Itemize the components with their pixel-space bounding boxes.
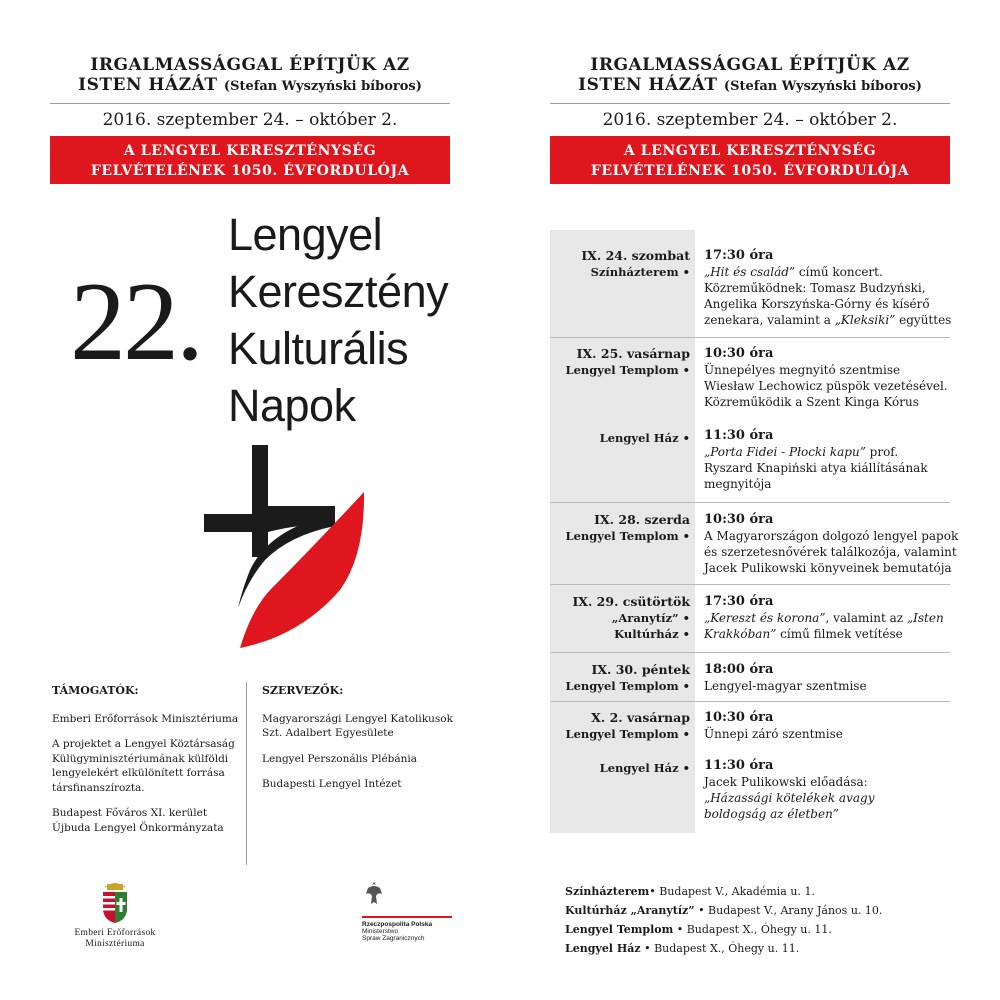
title-block bbox=[228, 206, 448, 434]
event-5-when bbox=[572, 594, 690, 642]
event-1-day: IX. 24. szombat bbox=[581, 248, 690, 263]
right-header-rule bbox=[550, 103, 950, 104]
event-1-desc-4-b: együttes bbox=[895, 313, 952, 327]
event-1-details bbox=[704, 248, 951, 328]
event-5-time: 17:30 óra bbox=[704, 594, 774, 609]
event-7-time: 10:30 óra bbox=[704, 710, 774, 725]
pl-logo-line3: Spraw Zagranicznych bbox=[362, 935, 425, 942]
event-6-when bbox=[565, 662, 690, 694]
polish-eagle-icon bbox=[362, 880, 386, 908]
right-banner-line1: A LENGYEL KERESZTÉNYSÉG bbox=[623, 143, 877, 159]
hungarian-coat-of-arms-icon bbox=[45, 876, 185, 924]
emmi-logo bbox=[45, 876, 185, 950]
event-1-title: „Hit és család” bbox=[704, 265, 796, 279]
event-1-desc-3: Angelika Korszyńska-Górny és kísérő bbox=[704, 297, 930, 311]
event-3-time: 11:30 óra bbox=[704, 428, 774, 443]
event-5-title-1: „Kereszt és korona” bbox=[704, 611, 826, 625]
venue-address-1 bbox=[565, 882, 882, 901]
venue-1-name: Színházterem bbox=[565, 885, 650, 898]
event-1-desc-1-rest: című koncert. bbox=[795, 265, 883, 279]
pl-ministry-logo bbox=[362, 880, 454, 942]
event-4-when bbox=[565, 512, 690, 544]
event-8-time: 11:30 óra bbox=[704, 758, 774, 773]
event-3-desc-3: megnyitója bbox=[704, 477, 772, 491]
cross-logo-icon bbox=[160, 440, 385, 655]
left-header-rule bbox=[50, 103, 450, 104]
credits-divider bbox=[246, 682, 247, 865]
header-line2 bbox=[0, 75, 500, 95]
event-6-day: IX. 30. péntek bbox=[591, 662, 690, 677]
event-7-desc-1: Ünnepi záró szentmise bbox=[704, 727, 843, 741]
supporter-item-3-l1: Budapest Főváros XI. kerület bbox=[52, 807, 208, 819]
event-1-desc-4-italic: „Kleksiki” bbox=[834, 313, 896, 327]
event-7-place: Lengyel Templom • bbox=[565, 727, 690, 741]
event-7-when bbox=[565, 710, 690, 742]
row-separator-3 bbox=[550, 584, 950, 585]
event-6-details bbox=[704, 662, 867, 694]
right-banner bbox=[550, 136, 950, 184]
event-4-desc-1: A Magyarországon dolgozó lengyel papok bbox=[704, 529, 959, 543]
event-5-title-2b: Krakkóban” bbox=[704, 627, 777, 641]
venue-address-2 bbox=[565, 901, 882, 920]
event-8-desc-1: Jacek Pulikowski előadása: bbox=[704, 775, 868, 789]
event-5-desc-1-mid: , valamint az bbox=[825, 611, 907, 625]
event-4-time: 10:30 óra bbox=[704, 512, 774, 527]
event-8-when bbox=[600, 760, 690, 776]
venue-1-address: • Budapest V., Akadémia u. 1. bbox=[649, 885, 815, 898]
event-1-desc-2: Közreműködnek: Tomasz Budzyński, bbox=[704, 281, 926, 295]
pl-logo-rule bbox=[362, 916, 452, 918]
left-dates: 2016. szeptember 24. – október 2. bbox=[102, 110, 398, 130]
venue-4-name: Lengyel Ház bbox=[565, 942, 641, 955]
event-1-desc-4 bbox=[704, 312, 951, 328]
supporter-item-2-l2: Külügyminisztériumának külföldi bbox=[52, 752, 229, 765]
event-2-desc-3: Közreműködik a Szent Kinga Kórus bbox=[704, 395, 919, 409]
right-header-byline: (Stefan Wyszyński bíboros) bbox=[723, 79, 922, 94]
event-5-place-1: „Aranytíz” • bbox=[611, 611, 690, 625]
event-6-desc-1: Lengyel-magyar szentmise bbox=[704, 679, 867, 693]
event-2-place: Lengyel Templom • bbox=[565, 363, 690, 377]
venue-addresses bbox=[565, 882, 882, 958]
event-4-details bbox=[704, 512, 958, 576]
emmi-logo-line2: Minisztériuma bbox=[85, 939, 145, 949]
event-2-day: IX. 25. vasárnap bbox=[576, 346, 690, 361]
title-line3: Kulturális bbox=[228, 323, 409, 374]
event-3-desc-1-rest: prof. bbox=[865, 445, 899, 459]
event-8-title-1: „Házassági kötelékek avagy bbox=[704, 791, 875, 805]
pl-logo-line2: Ministerstwo bbox=[362, 928, 399, 935]
event-8-details bbox=[704, 758, 874, 822]
venue-3-name: Lengyel Templom bbox=[565, 923, 674, 936]
title-number: 22. bbox=[70, 260, 201, 384]
venue-3-address: • Budapest X., Óhegy u. 11. bbox=[673, 923, 832, 936]
event-2-time: 10:30 óra bbox=[704, 346, 774, 361]
row-separator-4 bbox=[550, 652, 950, 653]
event-5-day: IX. 29. csütörtök bbox=[572, 594, 690, 609]
event-3-details bbox=[704, 428, 928, 492]
header-line2-text: ISTEN HÁZÁT bbox=[78, 75, 218, 95]
title-line2: Keresztény bbox=[228, 266, 449, 317]
right-header bbox=[500, 55, 1000, 95]
left-banner-line2: FELVÉTELÉNEK 1050. ÉVFORDULÓJA bbox=[90, 163, 410, 179]
left-banner-line1: A LENGYEL KERESZTÉNYSÉG bbox=[123, 143, 377, 159]
right-banner-line2: FELVÉTELÉNEK 1050. ÉVFORDULÓJA bbox=[590, 163, 910, 179]
organizers-section bbox=[262, 684, 462, 792]
event-2-details bbox=[704, 346, 948, 410]
left-header bbox=[0, 55, 500, 95]
event-7-details bbox=[704, 710, 843, 742]
right-dates: 2016. szeptember 24. – október 2. bbox=[602, 110, 898, 130]
event-2-when bbox=[565, 346, 690, 378]
right-header-line2-text: ISTEN HÁZÁT bbox=[578, 75, 718, 95]
event-1-desc-4-a: zenekara, valamint a bbox=[704, 313, 835, 327]
emmi-logo-line1: Emberi Erőforrások bbox=[74, 928, 156, 938]
right-header-line1: IRGALMASSÁGGAL ÉPÍTJÜK AZ bbox=[590, 55, 910, 75]
supporter-item-3-l2: Újbuda Lengyel Önkormányzata bbox=[52, 821, 224, 834]
event-4-desc-2: és szerzetesnővérek találkozója, valamint bbox=[704, 545, 957, 559]
header-line1: IRGALMASSÁGGAL ÉPÍTJÜK AZ bbox=[90, 55, 410, 75]
title-line4: Napok bbox=[228, 380, 356, 431]
supporter-item-1: Emberi Erőforrások Minisztériuma bbox=[52, 712, 239, 725]
event-1-when bbox=[581, 248, 690, 280]
event-1-time: 17:30 óra bbox=[704, 248, 774, 263]
event-6-time: 18:00 óra bbox=[704, 662, 774, 677]
organizer-item-1-l1: Magyarországi Lengyel Katolikusok bbox=[262, 712, 453, 725]
event-4-place: Lengyel Templom • bbox=[565, 529, 690, 543]
event-3-when bbox=[600, 430, 690, 446]
event-8-desc-2 bbox=[704, 790, 874, 806]
organizers-heading: SZERVEZŐK: bbox=[262, 684, 344, 697]
event-5-title-2a: „Isten bbox=[906, 611, 944, 625]
supporter-item-2-l3: lengyelekért elkülönített forrása bbox=[52, 767, 225, 779]
event-8-title-2: boldogság az életben” bbox=[704, 807, 839, 821]
event-5-place-2: Kultúrház • bbox=[614, 627, 690, 641]
event-8-place: Lengyel Ház • bbox=[599, 761, 690, 775]
event-1-desc-1 bbox=[704, 264, 951, 280]
pl-logo-line1: Rzeczpospolita Polska bbox=[362, 921, 433, 928]
event-3-place: Lengyel Ház • bbox=[599, 431, 690, 445]
event-7-day: X. 2. vasárnap bbox=[591, 710, 690, 725]
event-4-day: IX. 28. szerda bbox=[594, 512, 690, 527]
event-5-desc-2-rest: című filmek vetítése bbox=[776, 627, 903, 641]
event-2-desc-2: Wiesław Lechowicz püspök vezetésével. bbox=[704, 379, 948, 393]
event-2-desc-1: Ünnepélyes megnyitó szentmise bbox=[704, 363, 901, 377]
organizer-item-1-l2: Szt. Adalbert Egyesülete bbox=[262, 727, 394, 739]
organizer-item-3: Budapesti Lengyel Intézet bbox=[262, 778, 402, 790]
event-4-desc-3: Jacek Pulikowski könyveinek bemutatója bbox=[704, 561, 952, 575]
organizer-item-2: Lengyel Perszonális Plébánia bbox=[262, 752, 418, 765]
event-5-desc-1 bbox=[704, 610, 944, 626]
event-5-details bbox=[704, 594, 944, 642]
venue-address-4 bbox=[565, 939, 882, 958]
title-line1: Lengyel bbox=[228, 209, 383, 260]
supporters-section bbox=[52, 684, 242, 835]
supporter-item-2-l1: A projektet a Lengyel Köztársaság bbox=[52, 738, 235, 750]
left-banner bbox=[50, 136, 450, 184]
header-byline: (Stefan Wyszyński bíboros) bbox=[223, 79, 422, 94]
event-3-desc-1 bbox=[704, 444, 928, 460]
event-6-place: Lengyel Templom • bbox=[565, 679, 690, 693]
venue-2-name: Kultúrház „Aranytíz” bbox=[565, 904, 695, 917]
event-3-title: „Porta Fidei - Płocki kapu” bbox=[704, 445, 866, 459]
row-separator-2 bbox=[550, 502, 950, 503]
event-5-desc-2 bbox=[704, 626, 944, 642]
venue-2-address: • Budapest V., Arany János u. 10. bbox=[694, 904, 883, 917]
right-header-line2 bbox=[500, 75, 1000, 95]
event-8-desc-3 bbox=[704, 806, 874, 822]
supporter-item-2-l4: társfinanszírozta. bbox=[52, 781, 145, 794]
row-separator-1 bbox=[550, 337, 950, 338]
event-1-place: Színházterem • bbox=[590, 265, 690, 279]
venue-4-address: • Budapest X., Óhegy u. 11. bbox=[640, 942, 800, 955]
venue-address-3 bbox=[565, 920, 882, 939]
supporters-heading: TÁMOGATÓK: bbox=[52, 684, 139, 697]
row-separator-5 bbox=[550, 701, 950, 702]
event-3-desc-2: Ryszard Knapiński atya kiállításának bbox=[704, 461, 928, 475]
